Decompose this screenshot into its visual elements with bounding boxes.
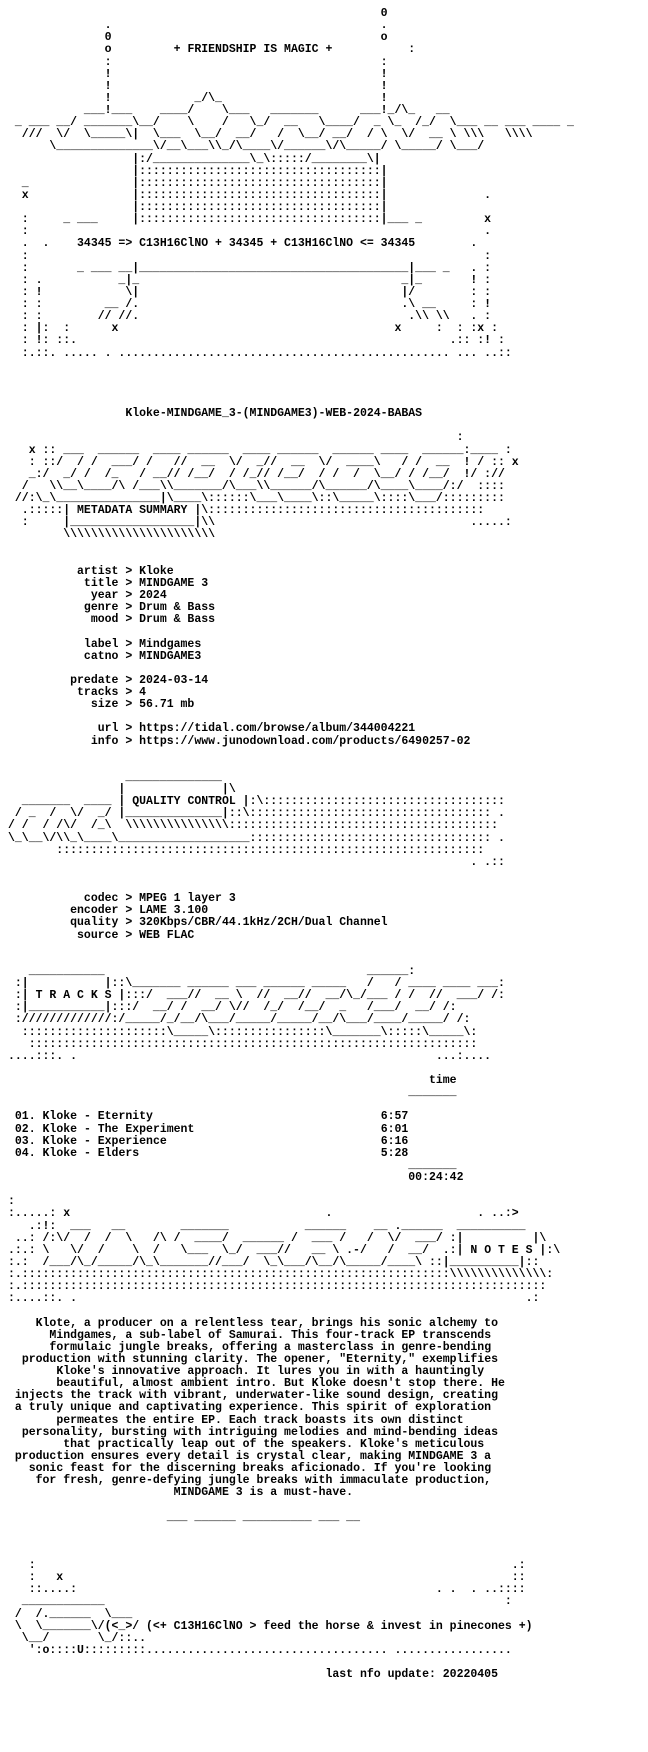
note-line: Kloke's innovative approach. It lures you in with a hauntingly: [56, 1365, 485, 1378]
track-time: 5:28: [380, 1146, 409, 1160]
note-line: production with stunning clarity. The opener, "Eternity," exemplifies: [21, 1352, 498, 1366]
art-metadata-banner: : x :: ___ ______ ____ ______ ____ ______ ______ ____ ______:____ : : ::/ / / ___/ / // __ \/ _// __ \/ ____\ / / __ ! / :: x _:/ _/ / /_ / __// /__/ / /_// /__/ / / / \__/ / /__/ !/ :// / \\__\____/\ /___\\_______/\___\\______/\______/\____\____/:/ :::: //:\_\_______________|\____\::::::\___\____\::\_____\::::\___/::::::::: .:::::|: [14, 431, 519, 518]
meta-info[interactable]: https://www.junodownload.com/products/6490257-02: [139, 734, 471, 748]
meta-label: Mindgames: [139, 637, 202, 651]
art-frame: . : : : _ ___ __|_______________________________________|___ _ . : : . _|_ _|_ ! : : ! \| |/ : : : : __ /. .\ __ : ! : : // //. .\\ \\ . : : |: : x x : : :x : : !: ::. .:: :! : :.::. ..... . ................................................ ... ..::: [21, 237, 512, 360]
meta-year: 2024: [139, 589, 167, 602]
qc-source: WEB FLAC: [139, 928, 195, 942]
track-time: 6:16: [380, 1134, 409, 1148]
track-row: [8, 1147, 408, 1160]
last-update-row: [8, 1668, 325, 1681]
note-line: MINDGAME 3 is a must-have.: [173, 1486, 354, 1500]
tagline: + FRIENDSHIP IS MAGIC +: [173, 43, 333, 57]
note-line: personality, bursting with intriguing melodies and mind-bending ideas: [21, 1425, 498, 1439]
track-num: 02.: [14, 1122, 36, 1136]
track-title: Kloke - Eternity: [42, 1110, 153, 1124]
release-name: Kloke-MINDGAME_3-(MINDGAME3)-WEB-2024-BABAS: [125, 407, 423, 421]
meta-catno: MINDGAME3: [139, 649, 202, 663]
meta-mood: Drum & Bass: [139, 613, 216, 627]
track-title: Kloke - Elders: [42, 1146, 140, 1160]
qc-quality: 320Kbps/CBR/44.1kHz/2CH/Dual Channel: [139, 916, 388, 930]
art-tracks-banner: ___________ ______: :| |::\_______ ______ ___ ______ _____ / / ____ ____ ___: :|: [14, 964, 505, 1003]
art-notes-banner: : :.....: x . . ..:> .:!: ___ __ _______ ______ __ .______ __________ ..: /:\/ / / \ /\ / ____/ ______ / ___ / / \/ ___/ :| |\ .:.: \ \/ / \ / \___ \_/ ___// __ \ .-/ / __/ .:|: [8, 1195, 547, 1257]
meta-tracks: 4: [139, 686, 147, 699]
note-line: Klote, a producer on a relentless tear, brings his sonic alchemy to: [35, 1316, 498, 1330]
track-time: 6:01: [380, 1122, 409, 1136]
meta-size: 56.71 mb: [139, 698, 195, 712]
nfo-document: [8, 8, 574, 1681]
art-top: 0 . . 0 o o: [104, 7, 388, 57]
art-metadata-banner-end: |\:::::::::::::::::::::::::::::::::::::::: : |__________________|\\ .....: \\\\\\\\\\\\\\\\\\\\\\: [21, 504, 512, 542]
tracks-title: T R A C K S: [35, 989, 112, 1003]
tracks-total: 00:24:42: [408, 1171, 464, 1184]
art-footer-end: \__/ \_/::.. ':o::::U:::::::::................................... .................: [21, 1631, 512, 1657]
meta-predate: 2024-03-14: [139, 673, 209, 687]
art-quality-banner-end: |:\::::::::::::::::::::::::::::::::::: / _ / \/ _/ |______________|::\::::::::::::::::::::::::::::::::::: . / / / /\/ /_\ \\\\\\\\\\\\\\\::::::::::::::::::::::::::::::::::::::: \_\__\/\\_\____\___________________::::::::::::::::::::::::::::::::::: . :::::::::::::::::::::::::::::::::::::::::::::::::::::::::::::: . .::: [8, 795, 505, 869]
art-tracks-banner-end: |:::/ ___// __ \ // __// __/\_/___ / / // ___/ /: :|___________|:::/ __/ / __/ \// /_/ /__/ _ /___/ __/ /: ://///////////:/_____/_/__/\___/_____/_____/__/\___/____/_____/ /: :::::::::::::::::::::\_____\::::::::::::::::\_______\:::::\_____\: ::::::::::::::::::::::::::::::::::::::::::::::::::::::::::::::::: ....:::. . ...:....: [8, 989, 505, 1063]
notes-body: [8, 1317, 505, 1524]
tracks-time-header: time: [428, 1074, 457, 1087]
art-footer: : .: : x :: ::....: . . . ..:::: ____________ : / /.______ \___ \ \_______\/(<_>/ (<+: [14, 1559, 526, 1633]
track-row: [8, 1123, 408, 1136]
meta-genre: Drum & Bass: [139, 601, 216, 615]
note-line: sonic feast for the discerning breaks aficionado. If you're looking: [28, 1462, 492, 1475]
qc-encoder: LAME 3.100: [139, 904, 209, 918]
note-line: production ensures every detail is crystal clear, making MINDGAME 3 a: [14, 1449, 492, 1463]
tracks-total-row: _______ 00:24:42: [408, 1158, 464, 1184]
metadata-title: METADATA SUMMARY: [77, 504, 188, 518]
last-update: last nfo update: 20220405: [325, 1668, 498, 1682]
meta-artist: Kloke: [139, 564, 174, 578]
tracks-header-row: time _______: [408, 1074, 457, 1100]
art-quality-banner: ______________ | |\ _______ ____ |: [21, 770, 236, 809]
notes-divider: ___ ______ __________ ___ __: [166, 1510, 360, 1524]
art-notes-banner-end: |:\ :.: /___/\_/_____/\_\_______//___/ \_\___/\__/\_____/____\ ::|__________|:: :.::::::::::::::::::::::::::::::::::::::::::::::::::::::::::::::\\\\\\\\\\\\\\: :.:::::::::::::::::::::::::::::::::::::::::::::::::::::::::::::::::::::::::::: :....::. . .:: [8, 1243, 561, 1306]
metadata-block: artist > Kloke title > MINDGAME 3 year > 2024 genre > Drum & Bass mood > Drum & Bass label > Mindgames catno > MINDGAME3 predate > 2024-03-14 tracks > 4 size > 56.71 mb url > https://tidal.com/browse/album/344004221 info > https://www.junodownload.com/products/6490257-02: [8, 564, 471, 748]
note-line: that practically leap out of the speakers. Kloke's meticulous: [63, 1437, 485, 1451]
track-title: Kloke - The Experiment: [42, 1122, 195, 1136]
track-time: 6:57: [380, 1110, 409, 1124]
notes-title: N O T E S: [470, 1243, 533, 1257]
note-line: for fresh, genre-defying jungle breaks with immaculate production,: [35, 1474, 492, 1488]
formula: 34345 => C13H16ClNO + 34345 + C13H16ClNO <= 34345: [77, 237, 416, 251]
footer-slogan: C13H16ClNO > feed the horse & invest in pinecones +): [173, 1619, 533, 1633]
track-num: 04.: [14, 1146, 36, 1160]
meta-url[interactable]: https://tidal.com/browse/album/344004221: [139, 722, 416, 736]
art-castle: : : : ! ! ! ! ! _/\_ ! ___!___ ____/ \___ _______ ___!_/\_ __ _ ___ __/ _______\__/ \ / \_/ __ \____/ _ \_ /_/ \___ __ ___ ____ _ /// \/ \_____\| \___ \__/ __/ / \__/ __/ / \ \/ __ \ \\\ \\\\ \______________\/__\___\\_/\____\/______\/\_____/ \_____/ \___/ |:/______________\_\:::::/________\| |:::::::::::::::::::::::::::::::::::| _ |:::::::::::::::::::::::::::::::::::| x |:::::::::::::::::::::::::::::::::::| . |:::::::::::::::::::::::::::::::::::| : _ ___ |:::::::::::::::::::::::::::::::::::|___ _ x : . . .: [14, 43, 574, 251]
track-num: 01.: [14, 1110, 36, 1124]
qc-codec: MPEG 1 layer 3: [139, 892, 236, 906]
note-line: Mindgames, a sub-label of Samurai. This four-track EP transcends: [49, 1328, 492, 1342]
note-line: injects the track with vibrant, underwater-like sound design, creating: [14, 1389, 498, 1403]
note-line: beautiful, almost ambient intro. But Kloke doesn't stop there. He: [56, 1377, 505, 1391]
release-name-row: [8, 407, 125, 420]
note-line: a truly unique and captivating experience. This spirit of exploration: [14, 1401, 492, 1415]
track-row: [8, 1110, 408, 1123]
track-row: [8, 1135, 408, 1148]
track-title: Kloke - Experience: [42, 1134, 167, 1148]
quality-title: QUALITY CONTROL: [132, 795, 236, 809]
note-line: formulaic jungle breaks, offering a masterclass in genre-bending: [49, 1340, 492, 1354]
quality-block: codec > MPEG 1 layer 3 encoder > LAME 3.100 quality > 320Kbps/CBR/44.1kHz/2CH/Dual Channel source > WEB FLAC: [8, 892, 388, 942]
meta-title: MINDGAME 3: [139, 576, 209, 590]
note-line: permeates the entire EP. Each track boasts its own distinct: [56, 1413, 464, 1427]
track-num: 03.: [14, 1134, 36, 1148]
